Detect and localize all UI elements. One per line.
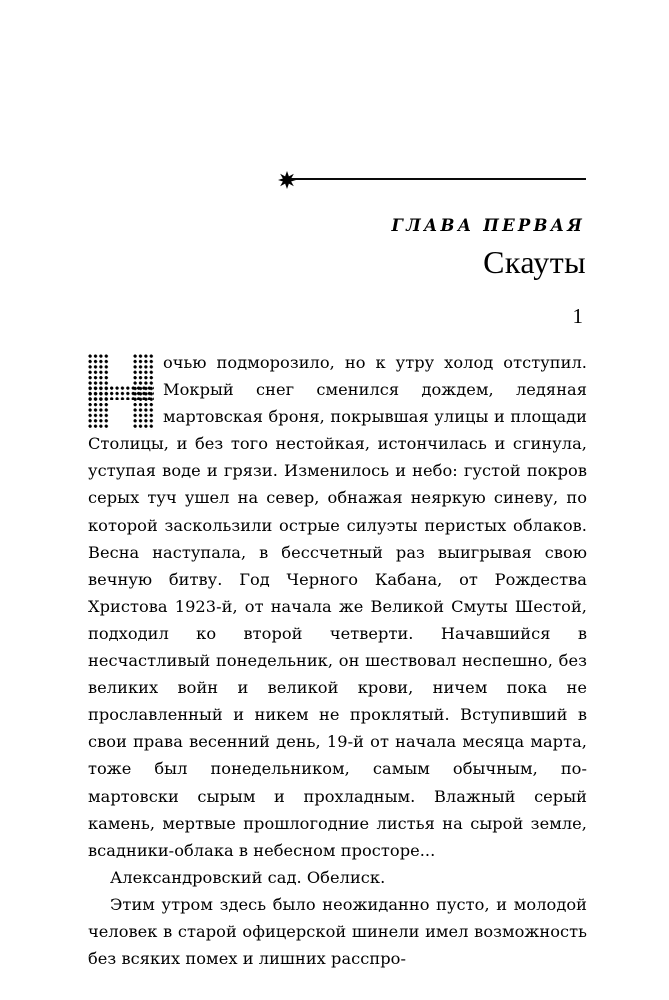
- paragraph-2-text: Александровский сад. Обелиск.: [110, 867, 386, 887]
- chapter-heading-block: [88, 214, 586, 329]
- paragraph-1-text: очью подморозило, но к утру холод отступил. Мокрый снег сменился дождем, ледяная мартовская броня, покрывшая улицы и площади Столицы, и без того нестойкая, истончилась и сгинула, уступая воде и грязи. Изменилось и небо: густой покров серых туч ушел на север, обнажая неяркую синеву, по которой заскользили острые силуэты перистых облаков. Весна наступала, в бессчетный раз выигрывая свою вечную битву. Год Черного Кабана, от Рождества Христова 1923-й, от начала же Великой Смуты Шестой, подходил ко второй четверти. Начавшийся в несчастливый понедельник, он шествовал неспешно, без великих войн и великой крови, ничем пока не прославленный и никем не проклятый. Вступивший в свои права весенний день, 19-й от начала месяца марта, тоже был понедельником, самым обычным, по-мартовски сырым и прохладным. Влажный серый камень, мертвые прошлогодние листья на сырой земле, всадники-облака в небесном просторе...: [88, 353, 587, 860]
- section-number: 1: [572, 304, 583, 328]
- body-text: [88, 349, 587, 972]
- paragraph-3-text: Этим утром здесь было неожиданно пусто, и молодой человек в старой офицерской шинели имел возможность без всяких помех и лишних расспро-: [88, 894, 587, 969]
- drop-cap-letter: [88, 354, 154, 430]
- horizontal-rule: [290, 178, 586, 180]
- page-title: Скауты: [483, 244, 586, 280]
- star-ornament-icon: [278, 171, 296, 189]
- paragraph-2: [88, 864, 587, 891]
- chapter-eyebrow: ГЛАВА ПЕРВАЯ: [391, 216, 585, 235]
- paragraph-1: [88, 349, 587, 864]
- paragraph-3: [88, 891, 587, 972]
- chapter-ornament-rule: [278, 170, 588, 190]
